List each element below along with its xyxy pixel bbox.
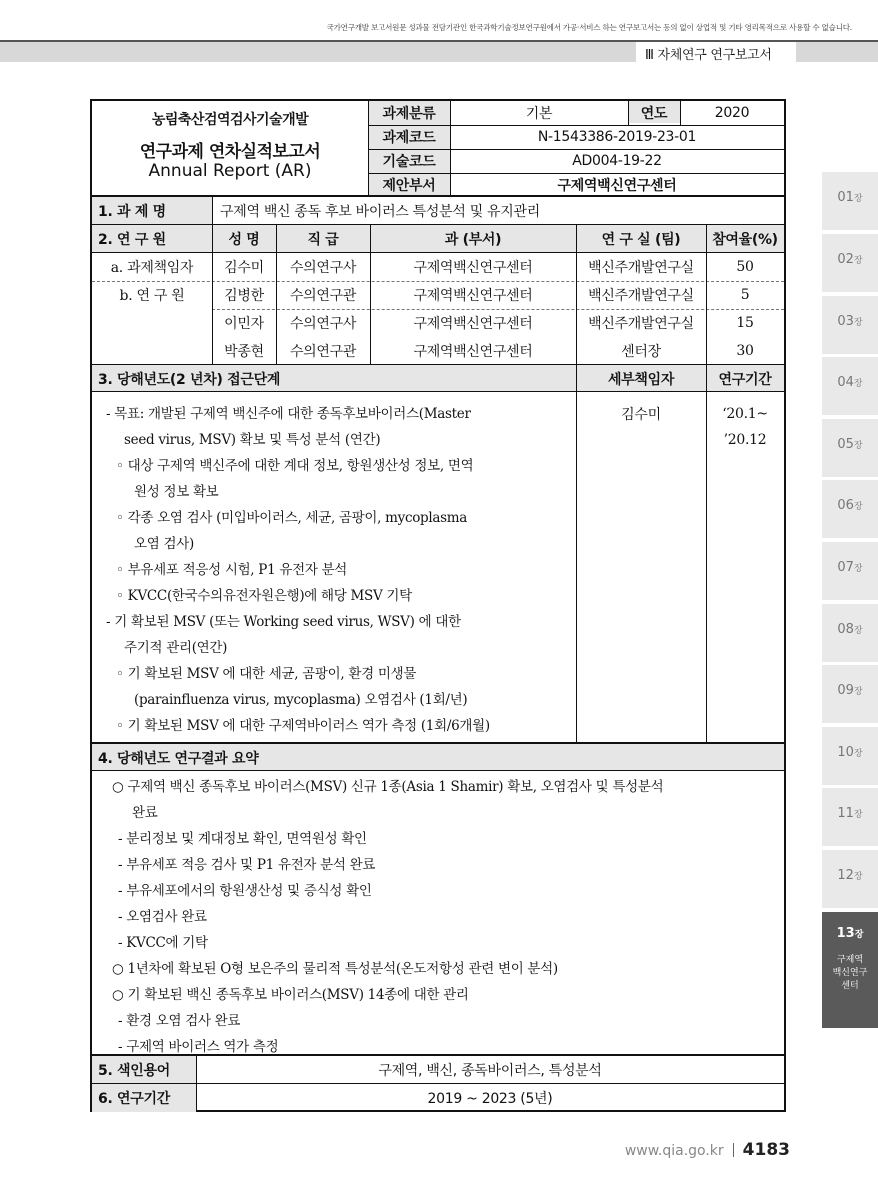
report-title-line1: 농림축산검역검사기술개발 [151,112,309,128]
results-line: - 분리정보 및 계대정보 확인, 면역원성 확인 [118,831,367,847]
results-label: 4. 당해년도 연구결과 요약 [98,750,259,767]
approach-line: ◦ 각종 오염 검사 (미입바이러스, 세균, 곰팡이, mycoplasma [116,510,468,526]
report-title-block [92,101,368,196]
researcher-rate: 30 [736,342,754,359]
approach-line: - 목표: 개발된 구제역 백신주에 대한 종독후보바이러스(Master [106,406,471,422]
approach-line: - 기 확보된 MSV (또는 Working seed virus, WSV) 에 대한 [106,614,461,630]
results-line: ○ 구제역 백신 종독후보 바이러스(MSV) 신규 1종(Asia 1 Shamir) 확보, 오염검사 및 특성분석 [112,779,664,795]
results-line: - 오염검사 완료 [118,909,207,925]
results-line: ○ 1년차에 확보된 O형 보은주의 물리적 특성분석(온도저항성 관련 변이 분석) [112,961,558,977]
approach-line: ◦ 부유세포 적응성 시험, P1 유전자 분석 [116,562,348,578]
results-line: - 구제역 바이러스 역가 측정 [118,1039,279,1055]
annual-report-table [90,99,786,1112]
researcher-role: b. 연 구 원 [119,288,185,304]
approach-lead-value: 김수미 [621,407,661,423]
approach-label: 3. 당해년도(2 년차) 접근단계 [98,371,281,388]
year-value: 2020 [714,105,750,121]
page-number: 4183 [742,1140,790,1160]
period-label: 6. 연구기간 [98,1090,170,1107]
approach-line: 주기적 관리(연간) [124,640,228,656]
approach-line: (parainfluenza virus, mycoplasma) 오염검사 (1회/년) [134,692,468,708]
researchers-header-rank: 직 급 [307,231,339,248]
results-line: - 부유세포에서의 항원생산성 및 증식성 확인 [118,883,372,899]
researchers-header-rate: 참여율(%) [712,231,778,248]
tech-value: AD004-19-22 [572,153,662,169]
chapter-tab-03[interactable]: 03장 [822,296,878,354]
approach-line: ◦ KVCC(한국수의유전자원은행)에 해당 MSV 기탁 [116,588,412,604]
researchers-header-name: 성 명 [228,231,260,248]
chapter-tab-02[interactable]: 02장 [822,234,878,292]
chapter-tab-07[interactable]: 07장 [822,542,878,600]
section-header-bar [0,40,878,62]
researcher-name: 김병한 [224,288,264,304]
researchers-label: 2. 연 구 원 [98,231,166,248]
researcher-rank: 수의연구관 [289,288,357,304]
researcher-rank: 수의연구사 [289,316,357,332]
approach-lead-label: 세부책임자 [607,371,675,388]
researcher-lab: 백신주개발연구실 [588,288,694,304]
code-value: N-1543386-2019-23-01 [537,129,697,145]
approach-body [106,401,490,739]
researcher-role: a. 과제책임자 [110,260,194,276]
researcher-dept: 구제역백신연구센터 [413,288,533,304]
results-line: - 부유세포 적응 검사 및 P1 유전자 분석 완료 [118,857,376,873]
keywords-value: 구제역, 백신, 종독바이러스, 특성분석 [378,1062,602,1079]
researcher-rank: 수의연구관 [289,343,357,360]
chapter-tab-04[interactable]: 04장 [822,357,878,415]
footer-divider [733,1143,734,1157]
researcher-dept: 구제역백신연구센터 [413,343,533,360]
dept-label: 제안부서 [382,177,436,194]
approach-line: ◦ 기 확보된 MSV 에 대한 구제역바이러스 역가 측정 (1회/6개월) [116,718,490,734]
page-footer [0,1140,790,1160]
researcher-rate: 15 [736,315,754,331]
year-label: 연도 [640,106,668,122]
active-chapter-subtitle: 구제역 백신연구 센터 [832,955,868,991]
results-line: - KVCC에 기탁 [118,935,208,951]
researcher-name: 이민자 [224,316,264,332]
project-label: 1. 과 제 명 [98,203,166,220]
researchers-header-dept: 과 (부서) [444,231,502,248]
researcher-dept: 구제역백신연구센터 [413,260,533,276]
approach-line: 오염 검사) [134,536,194,552]
researchers-header-lab: 연 구 실 (팀) [601,231,681,248]
researcher-dept: 구제역백신연구센터 [413,316,533,332]
researcher-rank: 수의연구사 [289,260,357,276]
researcher-rate: 50 [736,259,754,275]
chapter-tab-13-active[interactable]: 13장 구제역 백신연구 센터 [822,912,878,1028]
footer-site-url: www.qia.go.kr [624,1143,724,1159]
researcher-lab: 백신주개발연구실 [588,316,694,332]
approach-line: ◦ 기 확보된 MSV 에 대한 세균, 곰팡이, 환경 미생물 [116,666,417,682]
chapter-tab-11[interactable]: 11장 [822,788,878,846]
period-value: 2019 ~ 2023 (5년) [427,1090,553,1107]
section-header-title: Ⅲ 자체연구 연구보고서 [645,48,772,63]
report-title-line3: Annual Report (AR) [148,161,312,181]
chapter-tab-10[interactable]: 10장 [822,727,878,785]
results-body [112,774,663,1060]
usage-notice: 국가연구개발 보고서원문 성과물 전담기관인 한국과학기술정보연구원에서 가공·서비스 하는 연구보고서는 동의 없이 상업적 및 기타 영리목적으로 사용할 수 없습니다. [326,23,852,32]
chapter-tab-05[interactable]: 05장 [822,419,878,477]
researcher-name: 박종현 [224,343,264,360]
chapter-tab-06[interactable]: 06장 [822,480,878,538]
chapter-tab-09[interactable]: 09장 [822,665,878,723]
approach-period-start: ‘20.1~ [722,406,768,422]
researcher-lab: 백신주개발연구실 [588,260,694,276]
approach-line: seed virus, MSV) 확보 및 특성 분석 (연간) [124,432,381,448]
category-label: 과제분류 [382,106,436,122]
chapter-tab-08[interactable]: 08장 [822,604,878,662]
category-value: 기본 [525,106,553,122]
keywords-label: 5. 색인용어 [98,1062,170,1079]
results-line: 완료 [132,805,158,821]
project-value: 구제역 백신 종독 후보 바이러스 특성분석 및 유지관리 [220,203,540,220]
approach-period-end: ’20.12 [723,432,767,448]
results-line: - 환경 오염 검사 완료 [118,1013,241,1029]
researcher-name: 김수미 [224,260,264,276]
researcher-lab: 센터장 [621,343,661,360]
chapter-tab-12[interactable]: 12장 [822,850,878,908]
results-line: ○ 기 확보된 백신 종독후보 바이러스(MSV) 14종에 대한 관리 [112,987,469,1003]
report-title-line2: 연구과제 연차실적보고서 [139,142,321,162]
researcher-rate: 5 [740,287,750,303]
code-label: 과제코드 [382,130,436,146]
approach-line: ◦ 대상 구제역 백신주에 대한 계대 정보, 항원생산성 정보, 면역 [116,458,474,474]
approach-line: 원성 정보 확보 [134,484,219,500]
approach-period-label: 연구기간 [718,371,772,388]
tech-label: 기술코드 [382,154,436,170]
dept-value: 구제역백신연구센터 [557,177,677,194]
chapter-tab-01[interactable]: 01장 [822,172,878,230]
